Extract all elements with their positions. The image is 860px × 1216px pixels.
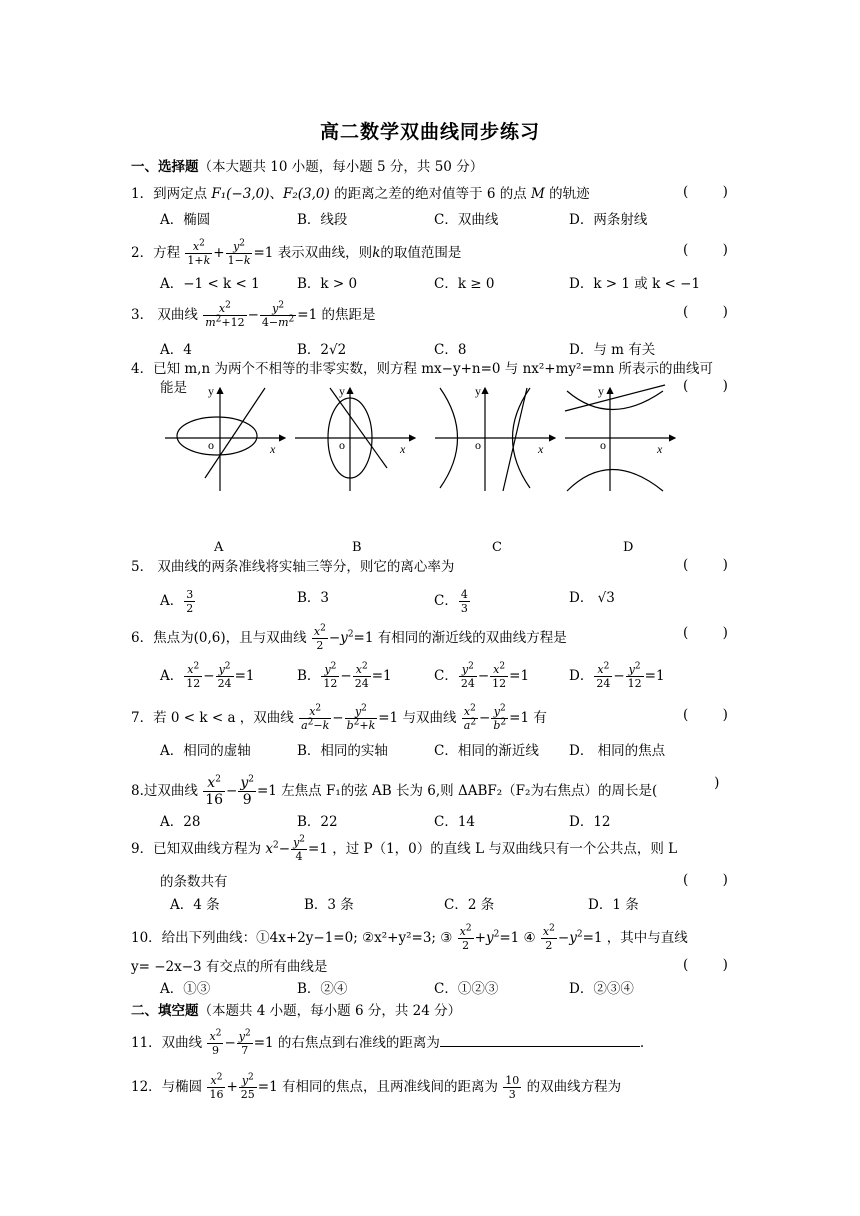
q6-stem-post: 有相同的渐近线的双曲线方程是 — [377, 630, 567, 646]
q7-frac-3: $\frac{x^2}{a^2}$ — [463, 703, 477, 732]
q2-stem-pre: 2．方程 — [131, 245, 181, 261]
section-choice-header — [131, 157, 483, 177]
q1-sep: 、 — [269, 186, 283, 202]
svg-text:y: y — [339, 384, 345, 398]
q12-stem-post: 的双曲线方程为 — [526, 1079, 622, 1095]
q8-option-b: B．22 — [297, 814, 338, 830]
q8-frac-2: $\frac{y^2}{9}$ — [240, 774, 254, 808]
q6-option-c: C． $\frac{y^2}{24}$ − $\frac{x^2}{12}$ =1 — [434, 661, 530, 690]
q6-option-b: B． $\frac{y^2}{12}$ − $\frac{x^2}{24}$ =1 — [297, 661, 392, 690]
q1-stem-tail: 的轨迹 — [549, 186, 590, 202]
q10-option-d: D．②③④ — [569, 981, 634, 997]
q5-option-a: A． $\frac{3}{2}$ — [160, 588, 194, 615]
q6-answer-paren: ( ) — [683, 625, 728, 641]
question-10-line-2: y= −2x−3 有交点的所有曲线是 — [131, 959, 328, 975]
q11-stem-post: 的右焦点到右准线的距离为 — [277, 1035, 440, 1051]
q12-frac-2: $\frac{y^2}{25}$ — [240, 1072, 255, 1101]
q7-frac-4: $\frac{y^2}{b^2}$ — [493, 703, 507, 732]
question-7: 7．若 0 < k < a ，双曲线 $\frac{x^2}{a^2-k}$ − $\frac{y^2}{b^2+k}$ =1 与双曲线 $\frac{x^2}{a^2}$ − $\frac{y^2}{b^2}$ =1 有 — [131, 703, 547, 732]
q2-answer-paren: ( ) — [683, 242, 728, 258]
q11-frac-2: $\frac{y^2}{7}$ — [238, 1028, 251, 1057]
q5-option-b: B．3 — [297, 590, 330, 606]
q11-answer-blank[interactable] — [440, 1032, 640, 1047]
q9-stem-pre: 9．已知双曲线方程为 — [131, 841, 262, 857]
section-fill-note: （本题共 4 小题，每小题 6 分，共 24 分） — [198, 1003, 462, 1019]
q8-answer-paren: ) — [697, 775, 720, 791]
q7-option-a: A．相同的虚轴 — [160, 743, 251, 759]
q7-stem-mid: 与双曲线 — [402, 710, 457, 726]
svg-text:o: o — [339, 438, 345, 452]
figure-d — [565, 385, 675, 491]
q1-point-m: M — [531, 186, 545, 202]
q9-frac: $\frac{y^2}{4}$ — [293, 834, 306, 863]
figure-a — [165, 388, 285, 491]
q9-option-a: A．4 条 — [170, 897, 220, 913]
figure-b — [295, 388, 415, 491]
section-choice-note: （本大题共 10 小题，每小题 5 分，共 50 分） — [198, 159, 484, 175]
q12-frac-3: $\frac{10}{3}$ — [505, 1074, 520, 1101]
q9-stem-post: ，过 P（1，0）的直线 L 与双曲线只有一个公共点，则 L — [332, 841, 678, 857]
question-11: 11．双曲线 $\frac{x^2}{9}$ − $\frac{y^2}{7}$ =1 的右焦点到右准线的距离为 . — [131, 1028, 645, 1057]
q3-frac-2: $\frac{y^2}{4-m^2}$ — [261, 300, 295, 329]
q8-frac-1: $\frac{x^2}{16}$ — [205, 774, 224, 808]
svg-text:x: x — [657, 442, 663, 456]
q10-option-a: A．①③ — [160, 981, 211, 997]
page-title: 高二数学双曲线同步练习 — [319, 121, 540, 143]
q7-stem-post: 有 — [533, 710, 547, 726]
q10-frac-1: $\frac{x^2}{2}$ — [459, 923, 472, 952]
q3-stem-post: 的焦距是 — [321, 307, 376, 323]
question-3: 3． 双曲线 $\frac{x^2}{m^2+12}$ − $\frac{y^2}{4-m^2}$ =1 的焦距是 — [131, 300, 376, 329]
q10-option-c: C．①②③ — [434, 981, 499, 997]
q9-answer-paren: ( ) — [683, 872, 728, 888]
question-6: 6．焦点为(0,6)，且与双曲线 $\frac{x^2}{2}$ $-y^2=1$ 有相同的渐近线的双曲线方程是 — [131, 623, 567, 652]
q2-option-a: A．−1 < k < 1 — [160, 276, 260, 292]
svg-text:x: x — [400, 442, 406, 456]
q7-frac-2: $\frac{y^2}{b^2+k}$ — [346, 703, 376, 732]
q2-frac-2: $\frac{y^2}{1-k}$ — [227, 238, 251, 267]
q8-option-d: D．12 — [569, 814, 611, 830]
q7-option-c: C．相同的渐近线 — [434, 743, 539, 759]
q6-stem-mid: ，且与双曲线 — [225, 630, 307, 646]
q6-frac: $\frac{x^2}{2}$ — [313, 623, 326, 652]
q3-option-d: D．与 m 有关 — [569, 342, 656, 358]
q1-stem-pre: 1．到两定点 — [131, 186, 208, 202]
question-9: 9．已知双曲线方程为 $x^2-$ $\frac{y^2}{4}$ =1 ，过 P（1，0）的直线 L 与双曲线只有一个公共点，则 L — [131, 834, 678, 863]
question-12: 12．与椭圆 $\frac{x^2}{16}$ + $\frac{y^2}{25}$ =1 有相同的焦点，且两准线间的距离为 $\frac{10}{3}$ 的双曲线方程为 — [131, 1072, 622, 1101]
q11-frac-1: $\frac{x^2}{9}$ — [209, 1028, 222, 1057]
q6-option-a: A． $\frac{x^2}{12}$ − $\frac{y^2}{24}$ =1 — [160, 661, 255, 690]
question-9-line-2: 的条数共有 — [160, 874, 228, 890]
q12-stem-pre: 12．与椭圆 — [131, 1079, 203, 1095]
question-5: 5． 双曲线的两条准线将实轴三等分，则它的离心率为 — [131, 559, 455, 575]
q4-figures — [160, 383, 680, 503]
q1-point-f1: F₁(−3,0) — [211, 186, 270, 202]
q10-stem-pre: 10．给出下列曲线：①4x+2y−1=0; ②x²+y²=3; ③ — [131, 930, 453, 946]
q3-option-c: C．8 — [434, 342, 467, 358]
q8-option-a: A．28 — [160, 814, 201, 830]
q9-option-b: B．3 条 — [304, 897, 354, 913]
q1-answer-paren: ( ) — [683, 184, 728, 200]
q3-option-a: A．4 — [160, 342, 192, 358]
q2-option-c: C．k ≥ 0 — [434, 276, 495, 292]
q10-answer-paren: ( ) — [683, 957, 728, 973]
figure-label-a: A — [214, 540, 224, 555]
q7-option-d: D． 相同的焦点 — [569, 743, 666, 759]
q1-stem-post: 的距离之差的绝对值等于 6 的点 — [334, 186, 527, 202]
q4-answer-paren: ( ) — [683, 378, 728, 394]
q1-point-f2: F₂(3,0) — [282, 186, 330, 202]
q1-option-b: B．线段 — [297, 212, 348, 228]
question-4-line-1: 4．已知 m,n 为两个不相等的非零实数，则方程 mx−y+n=0 与 nx²+my²=mn 所表示的曲线可 — [131, 361, 714, 377]
q12-stem-mid: 有相同的焦点，且两准线间的距离为 — [282, 1079, 498, 1095]
q5-answer-paren: ( ) — [683, 557, 728, 573]
q2-option-b: B．k > 0 — [297, 276, 358, 292]
q7-stem-pre: 7．若 0 < k < a ，双曲线 — [131, 710, 294, 726]
q11-stem-pre: 11．双曲线 — [131, 1035, 203, 1051]
q7-option-b: B．相同的实轴 — [297, 743, 388, 759]
section-fill-label: 二、填空题 — [131, 1003, 199, 1019]
q10-stem-mid: ④ — [523, 930, 536, 946]
svg-text:y: y — [475, 384, 481, 398]
q1-option-d: D．两条射线 — [569, 212, 648, 228]
svg-text:o: o — [208, 438, 214, 452]
figure-label-d: D — [623, 540, 634, 555]
q3-answer-paren: ( ) — [683, 304, 728, 320]
q2-stem-tail: 的取值范围是 — [380, 245, 462, 261]
svg-text:x: x — [538, 442, 544, 456]
q5-option-d: D． √3 — [569, 590, 615, 606]
figure-label-c: C — [492, 540, 502, 555]
q8-option-c: C．14 — [434, 814, 476, 830]
q9-option-c: C．2 条 — [444, 897, 495, 913]
q6-option-d: D． $\frac{x^2}{24}$ − $\frac{y^2}{12}$ =1 — [569, 661, 665, 690]
q2-frac-1: $\frac{x^2}{1+k}$ — [187, 238, 211, 267]
q5-option-c: C． $\frac{4}{3}$ — [434, 588, 468, 615]
q2-stem-post: 表示双曲线，则 — [277, 245, 373, 261]
q9-option-d: D．1 条 — [588, 897, 639, 913]
q3-option-b: B．2√2 — [297, 342, 347, 358]
svg-text:y: y — [208, 384, 214, 398]
figure-label-b: B — [352, 540, 362, 555]
question-2: 2．方程 $\frac{x^2}{1+k}$ + $\frac{y^2}{1-k}$ =1 表示双曲线，则k的取值范围是 — [131, 238, 462, 267]
q3-frac-1: $\frac{x^2}{m^2+12}$ — [205, 300, 245, 329]
q10-frac-2: $\frac{x^2}{2}$ — [542, 923, 555, 952]
section-choice-label: 一、选择题 — [131, 159, 199, 175]
q7-answer-paren: ( ) — [683, 707, 728, 723]
q11-stem-end: . — [639, 1035, 645, 1051]
q6-stem-pre: 6．焦点为 — [131, 630, 194, 646]
question-4-line-2: 能是 — [160, 380, 187, 396]
q6-point: (0,6) — [193, 630, 226, 646]
q10-option-b: B．②④ — [297, 981, 348, 997]
question-10: 10．给出下列曲线：①4x+2y−1=0; ②x²+y²=3; ③ $\frac{x^2}{2}$ $+y^2=1$ ④ $\frac{x^2}{2}$ $-y^2=1$ ，其中与直线 — [131, 923, 688, 952]
figure-c — [435, 388, 555, 491]
q3-stem-pre: 3． 双曲线 — [131, 307, 198, 323]
question-1 — [131, 184, 590, 204]
question-8: 8.过双曲线 $\frac{x^2}{16}$ − $\frac{y^2}{9}$ =1 左焦点 F₁的弦 AB 长为 6,则 ΔABF₂（F₂为右焦点）的周长是( — [131, 774, 658, 808]
q10-stem-post: ，其中与直线 — [606, 930, 688, 946]
q8-stem-pre: 8.过双曲线 — [131, 783, 198, 799]
q7-frac-1: $\frac{x^2}{a^2-k}$ — [301, 703, 330, 732]
svg-text:o: o — [600, 438, 606, 452]
svg-text:x: x — [270, 442, 276, 456]
svg-text:y: y — [598, 384, 604, 398]
section-fill-header — [131, 1001, 461, 1021]
svg-text:o: o — [475, 438, 481, 452]
q8-stem-post: 左焦点 F₁的弦 AB 长为 6,则 ΔABF₂（F₂为右焦点）的周长是( — [281, 783, 658, 799]
q2-var-k: k — [372, 245, 381, 261]
q1-option-a: A．椭圆 — [160, 212, 211, 228]
q1-option-c: C．双曲线 — [434, 212, 499, 228]
q12-frac-1: $\frac{x^2}{16}$ — [209, 1072, 224, 1101]
q2-option-d: D．k > 1 或 k < −1 — [569, 276, 701, 292]
